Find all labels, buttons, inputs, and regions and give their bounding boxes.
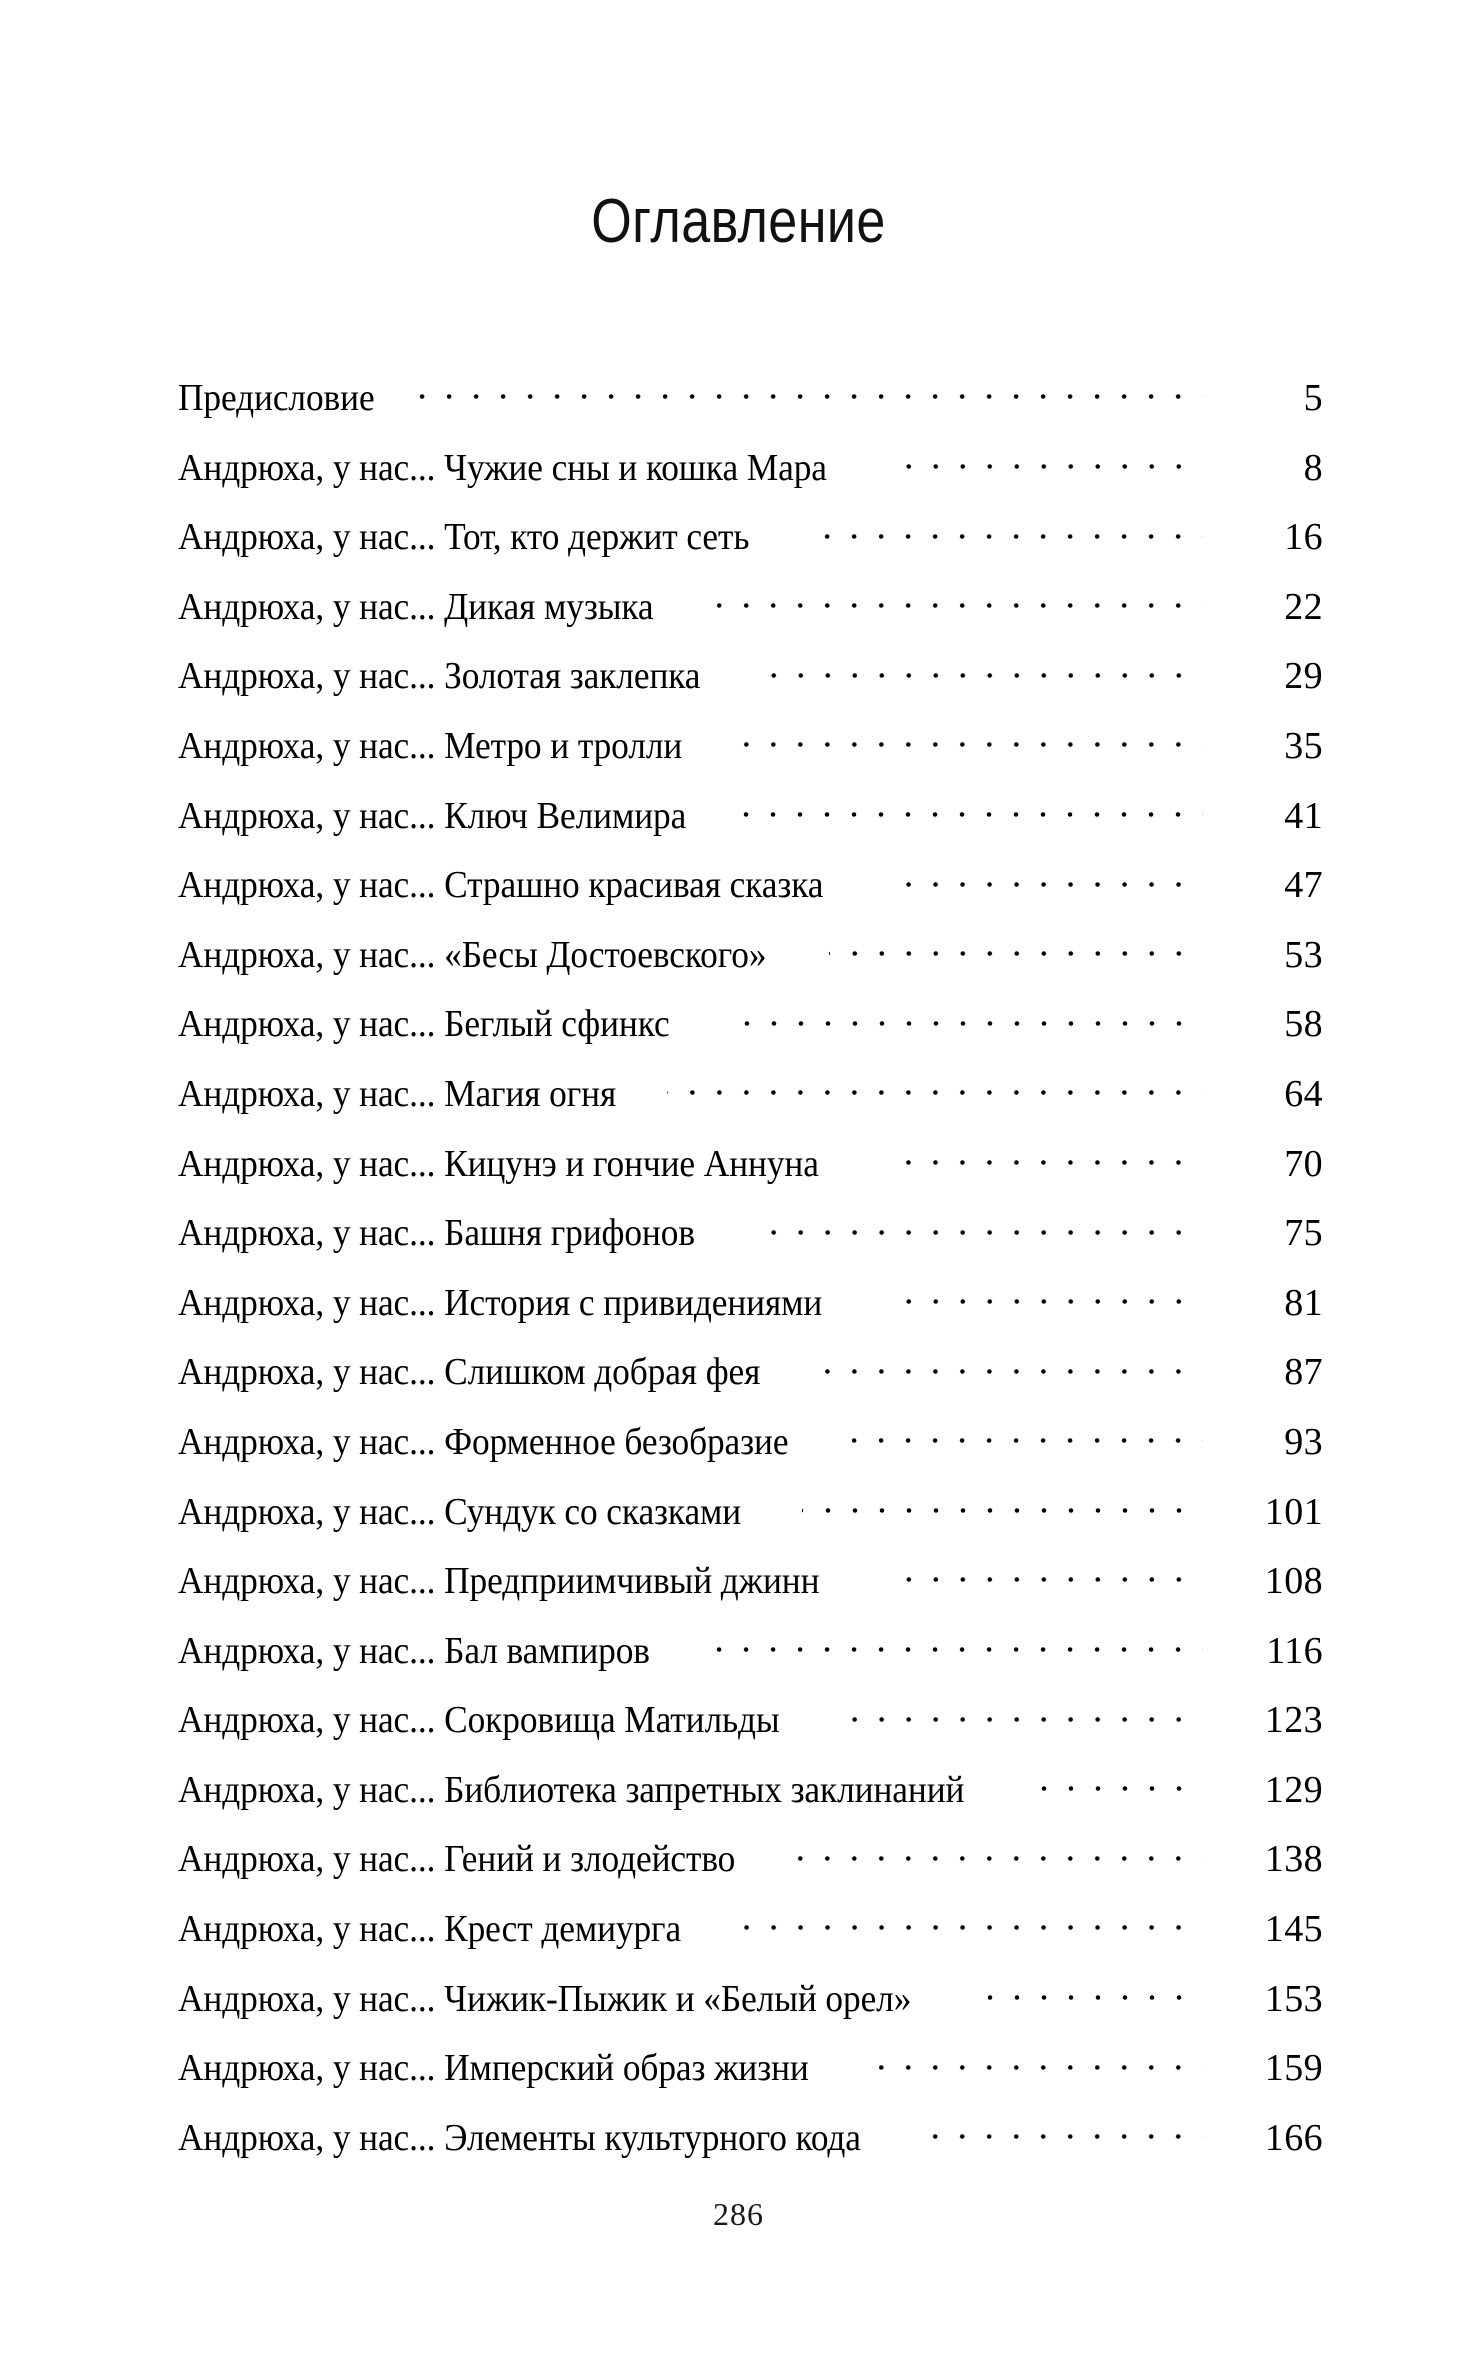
- toc-entry[interactable]: [178, 1207, 1323, 1277]
- toc-entry-page-number: 129: [1264, 1768, 1323, 1811]
- toc-dot-leader: [890, 859, 1203, 897]
- toc-dot-leader: [667, 1068, 1203, 1106]
- toc-entry-label: Андрюха, у нас... Библиотека запретных заклинаний: [178, 1768, 965, 1811]
- toc-entry[interactable]: [178, 1694, 1323, 1764]
- toc-entry-label: Андрюха, у нас... Тот, кто держит сеть: [178, 516, 750, 559]
- toc-dot-leader: [758, 650, 1203, 688]
- toc-entry[interactable]: [178, 1833, 1323, 1903]
- toc-entry-page-number: 58: [1284, 1003, 1323, 1046]
- toc-dot-leader: [822, 1346, 1203, 1384]
- toc-dot-leader: [738, 720, 1203, 758]
- toc-entry-label: Андрюха, у нас... Гений и злодейство: [178, 1838, 736, 1881]
- page-title: Оглавление: [591, 187, 886, 256]
- toc-entry-page-number: 87: [1284, 1351, 1323, 1394]
- toc-entry-label: Андрюха, у нас... Элементы культурного кода: [178, 2116, 861, 2159]
- toc-entry-page-number: 22: [1284, 585, 1323, 628]
- toc-entry[interactable]: [178, 1973, 1323, 2043]
- toc-entry-label: Андрюха, у нас... Сокровища Матильды: [178, 1699, 780, 1742]
- toc-entry-label: Андрюха, у нас... Форменное безобразие: [178, 1420, 789, 1463]
- toc-entry-label: Андрюха, у нас... Бал вампиров: [178, 1629, 650, 1672]
- toc-entry-page-number: 153: [1264, 1977, 1323, 2020]
- toc-entry-page-number: 35: [1284, 724, 1323, 767]
- toc-entry-page-number: 159: [1264, 2047, 1323, 2090]
- toc-entry[interactable]: [178, 790, 1323, 860]
- toc-dot-leader: [707, 581, 1203, 619]
- toc-dot-leader: [725, 998, 1203, 1036]
- toc-entry[interactable]: [178, 1138, 1323, 1208]
- toc-entry-label: Андрюха, у нас... Сундук со сказками: [178, 1490, 742, 1533]
- toc-entry-page-number: 47: [1284, 864, 1323, 907]
- toc-entry-page-number: 75: [1284, 1212, 1323, 1255]
- toc-entry-page-number: 70: [1284, 1142, 1323, 1185]
- toc-entry[interactable]: [178, 1625, 1323, 1695]
- toc-entry-label: Андрюха, у нас... Имперский образ жизни: [178, 2047, 809, 2090]
- toc-entry[interactable]: [178, 1068, 1323, 1138]
- toc-dot-leader: [703, 1625, 1203, 1663]
- toc-entry-label: Андрюха, у нас... Чижик-Пыжик и «Белый орел»: [178, 1977, 912, 2020]
- toc-entry[interactable]: [178, 581, 1323, 651]
- toc-entry[interactable]: [178, 1346, 1323, 1416]
- toc-entry-label: Андрюха, у нас... Беглый сфинкс: [178, 1003, 670, 1046]
- toc-entry[interactable]: [178, 1486, 1323, 1556]
- toc-entry-label: Андрюха, у нас... Кицунэ и гончие Аннуна: [178, 1142, 819, 1185]
- toc-entry-label: Андрюха, у нас... Магия огня: [178, 1072, 617, 1115]
- toc-entry[interactable]: [178, 2042, 1323, 2112]
- toc-dot-leader: [1042, 1764, 1203, 1802]
- toc-entry-page-number: 64: [1284, 1072, 1323, 1115]
- table-of-contents-list: [178, 372, 1323, 2181]
- toc-entry-page-number: 138: [1264, 1838, 1323, 1881]
- toc-entry-page-number: 145: [1264, 1908, 1323, 1951]
- toc-entry-label: Андрюха, у нас... Чужие сны и кошка Мара: [178, 446, 827, 489]
- toc-entry-label: Андрюха, у нас... Золотая заклепка: [178, 655, 701, 698]
- toc-dot-leader: [930, 2112, 1203, 2150]
- toc-dot-leader: [752, 1207, 1203, 1245]
- toc-dot-leader: [810, 511, 1203, 549]
- toc-entry[interactable]: [178, 2112, 1323, 2182]
- page-folio-number: 286: [713, 2196, 764, 2232]
- toc-entry-label: Андрюха, у нас... «Бесы Достоевского»: [178, 933, 767, 976]
- toc-entry[interactable]: [178, 372, 1323, 442]
- toc-entry-page-number: 166: [1264, 2116, 1323, 2159]
- toc-entry-page-number: 41: [1284, 794, 1323, 837]
- toc-entry-label: Андрюха, у нас... Страшно красивая сказка: [178, 864, 824, 907]
- toc-entry[interactable]: [178, 1764, 1323, 1834]
- toc-entry[interactable]: [178, 1555, 1323, 1625]
- toc-entry[interactable]: [178, 650, 1323, 720]
- toc-entry-page-number: 8: [1303, 446, 1323, 489]
- toc-entry-label: Андрюха, у нас... Метро и тролли: [178, 724, 683, 767]
- toc-dot-leader: [407, 372, 1203, 410]
- toc-entry[interactable]: [178, 511, 1323, 581]
- toc-entry-page-number: 29: [1284, 655, 1323, 698]
- toc-dot-leader: [894, 442, 1203, 480]
- toc-dot-leader: [843, 1694, 1203, 1732]
- toc-entry[interactable]: [178, 442, 1323, 512]
- toc-dot-leader: [802, 1486, 1203, 1524]
- toc-entry[interactable]: [178, 720, 1323, 790]
- toc-entry[interactable]: [178, 1903, 1323, 1973]
- toc-dot-leader: [852, 1416, 1203, 1454]
- toc-entry-label: Андрюха, у нас... Слишком добрая фея: [178, 1351, 761, 1394]
- toc-dot-leader: [795, 1833, 1203, 1871]
- toc-entry-label: Андрюха, у нас... Башня грифонов: [178, 1212, 695, 1255]
- toc-dot-leader: [874, 2042, 1203, 2080]
- toc-dot-leader: [742, 790, 1203, 828]
- toc-entry-page-number: 116: [1266, 1629, 1323, 1672]
- toc-entry-page-number: 81: [1284, 1281, 1323, 1324]
- toc-dot-leader: [829, 929, 1203, 967]
- toc-entry-page-number: 123: [1264, 1699, 1323, 1742]
- toc-entry-label: Андрюха, у нас... Дикая музыка: [178, 585, 654, 628]
- toc-entry[interactable]: [178, 859, 1323, 929]
- toc-entry-label: Андрюха, у нас... Крест демиурга: [178, 1908, 682, 1951]
- toc-entry-page-number: 108: [1264, 1560, 1323, 1603]
- toc-entry-page-number: 101: [1264, 1490, 1323, 1533]
- toc-dot-leader: [889, 1277, 1203, 1315]
- toc-entry[interactable]: [178, 1416, 1323, 1486]
- toc-entry-label: Андрюха, у нас... Ключ Велимира: [178, 794, 687, 837]
- toc-entry[interactable]: [178, 1277, 1323, 1347]
- toc-entry-page-number: 53: [1284, 933, 1323, 976]
- toc-entry[interactable]: [178, 929, 1323, 999]
- toc-entry-page-number: 16: [1284, 516, 1323, 559]
- toc-dot-leader: [737, 1903, 1203, 1941]
- toc-entry[interactable]: [178, 998, 1323, 1068]
- toc-entry-label: Андрюха, у нас... Предприимчивый джинн: [178, 1560, 820, 1603]
- toc-entry-label: Предисловие: [178, 377, 375, 419]
- toc-dot-leader: [885, 1138, 1203, 1176]
- toc-entry-label: Андрюха, у нас... История с привидениями: [178, 1281, 823, 1324]
- toc-dot-leader: [985, 1973, 1204, 2011]
- toc-entry-page-number: 93: [1284, 1420, 1323, 1463]
- toc-dot-leader: [886, 1555, 1203, 1593]
- toc-entry-page-number: 5: [1303, 377, 1323, 419]
